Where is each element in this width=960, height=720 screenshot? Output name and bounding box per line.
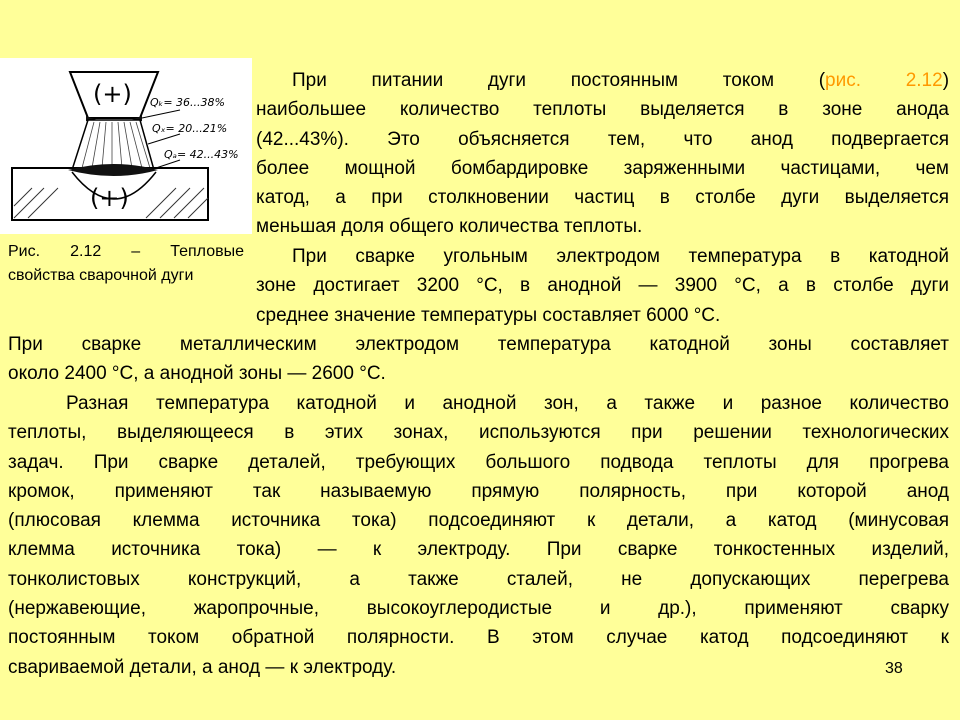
text-line: зоне достигает 3200 °С, в анодной — 3900 °С, а в столбе дуги	[256, 275, 949, 297]
text-line: При сварке угольным электродом температура в катодной	[292, 246, 949, 267]
text-line: более мощной бомбардировке заряженными частицами, чем	[256, 157, 949, 179]
label-column-heat: Qₓ= 20...21%	[152, 122, 228, 135]
text-line: среднее значение температуры составляет 6000 °С.	[256, 304, 721, 326]
figure-caption	[8, 240, 244, 288]
caption-line: Рис. 2.12 – Тепловые	[8, 243, 244, 260]
text-line: наибольшее количество теплоты выделяется в зоне анода	[256, 99, 949, 121]
figure-reference-link[interactable]: рис. 2.12	[825, 70, 943, 91]
workpiece-sign: (+)	[90, 184, 129, 212]
label-anode-heat: Qₐ= 42...43%	[164, 148, 239, 161]
page-number: 38	[885, 660, 903, 677]
text-fragment: При питании дуги постоянным током (	[292, 70, 826, 91]
text-line: кромок, применяют так называемую прямую полярность, при которой анод	[8, 480, 949, 502]
text-line: (нержавеющие, жаропрочные, высокоуглеродистые и др.), применяют сварку	[8, 598, 949, 620]
text-line: задач. При сварке деталей, требующих большого подвода теплоты для прогрева	[8, 451, 949, 473]
text-fragment: )	[942, 70, 950, 91]
text-line: При сварке металлическим электродом температура катодной зоны составляет	[8, 334, 949, 355]
text-line: клемма источника тока) — к электроду. При сварке тонкостенных изделий,	[8, 539, 949, 561]
text-line: (42...43%). Это объясняется тем, что анод подвергается	[256, 128, 949, 150]
text-line: теплоты, выделяющееся в этих зонах, используются при решении технологических	[8, 422, 949, 444]
label-cathode-heat: Qₖ= 36...38%	[150, 96, 225, 109]
paragraph-anode-heat	[256, 66, 949, 242]
welding-arc-figure	[0, 58, 252, 234]
electrode-sign: (+)	[93, 80, 132, 108]
text-line	[256, 66, 949, 95]
paragraph-polarity	[8, 389, 949, 682]
text-line: катод, а при столкновении частиц в столбе дуги выделяется	[256, 187, 949, 209]
text-line: около 2400 °С, а анодной зоны — 2600 °С.	[8, 363, 386, 385]
text-line: Разная температура катодной и анодной зон, а также и разное количество	[66, 393, 949, 414]
text-line: (плюсовая клемма источника тока) подсоединяют к детали, а катод (минусовая	[8, 510, 949, 532]
text-line: постоянным током обратной полярности. В этом случае катод подсоединяют к	[8, 627, 949, 649]
text-line: тонколистовых конструкций, а также сталей, не допускающих перегрева	[8, 568, 949, 590]
text-line: меньшая доля общего количества теплоты.	[256, 216, 643, 238]
paragraph-carbon-electrode	[256, 242, 949, 330]
text-line: свариваемой детали, а анод — к электроду.	[8, 656, 397, 678]
caption-line: свойства сварочной дуги	[8, 267, 194, 284]
arc-column	[72, 120, 154, 170]
paragraph-metal-electrode	[8, 330, 949, 389]
